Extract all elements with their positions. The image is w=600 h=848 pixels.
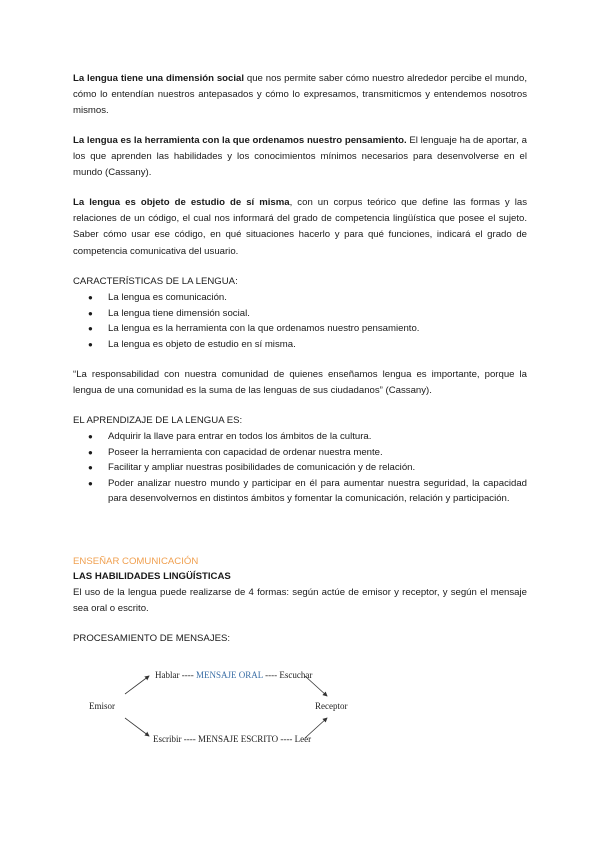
list-item: ● Facilitar y ampliar nuestras posibilidades de comunicación y de relación. bbox=[73, 460, 527, 476]
paragraph-object-of-study bbox=[73, 195, 527, 260]
quote-cassany: “La responsabilidad con nuestra comunidad de quienes enseñamos lengua es importante, porque la lengua de una comunidad es la suma de las lenguas de sus ciudadanos” (Cassany). bbox=[73, 369, 527, 397]
paragraph-social-dimension bbox=[73, 71, 527, 120]
arrow-emisor-escribir bbox=[125, 718, 149, 736]
list-item: ● Adquirir la llave para entrar en todos los ámbitos de la cultura. bbox=[73, 429, 527, 445]
message-processing-diagram bbox=[73, 652, 527, 762]
arrow-emisor-hablar bbox=[125, 676, 149, 694]
aprendizaje-heading: EL APRENDIZAJE DE LA LENGUA ES: bbox=[73, 415, 243, 426]
paragraph-text: que nos permite saber cómo nuestro alrededor percibe el mundo, cómo lo entendían nuestros antepasados y cómo lo expresamos, transmiticmos y entendemos nosotros mismos. bbox=[73, 73, 528, 117]
paragraph-bold-lead: La lengua es objeto de estudio de sí misma bbox=[73, 197, 290, 208]
dashes: ---- bbox=[265, 670, 278, 680]
bullet-icon: ● bbox=[88, 293, 93, 302]
list-item: ● Poder analizar nuestro mundo y participar en él para aumentar nuestra seguridad, la capacidad para desenvolvernos en distintos ámbitos y fomentar la comunicación, relación y participación. bbox=[88, 477, 527, 504]
caracteristicas-heading: CARACTERÍSTICAS DE LA LENGUA: bbox=[73, 276, 238, 287]
dashes: ---- bbox=[183, 734, 196, 744]
bullet-icon: ● bbox=[88, 324, 93, 333]
subsection-title: LAS HABILIDADES LINGÜÍSTICAS bbox=[73, 571, 231, 582]
list-item: ● La lengua es la herramienta con la que ordenamos nuestro pensamiento. bbox=[73, 321, 527, 337]
procesamiento-heading: PROCESAMIENTO DE MENSAJES: bbox=[73, 633, 231, 644]
paragraph-text: , con un corpus teórico que define las formas y las relaciones de un código, el cual nos informará del grado de competencia lingüística que posee el sujeto. Saber cómo usar ese código, en qué situaciones hacerlo y para qué funciones, indicará el grado de competencia comunicativa del usuario. bbox=[73, 197, 527, 257]
oral-row bbox=[155, 670, 312, 680]
paragraph-text: El lenguaje ha de aportar, a los que aprenden las habilidades y los conocimientos mínimos necesarios para desenvolverse en el mundo (Cassany). bbox=[73, 135, 527, 179]
caracteristicas-list bbox=[73, 290, 527, 352]
hablar-label: Hablar bbox=[155, 670, 180, 680]
escribir-label: Escribir bbox=[153, 734, 182, 744]
paragraph-bold-lead: La lengua es la herramienta con la que ordenamos nuestro pensamiento. bbox=[73, 135, 407, 146]
list-item: ● La lengua tiene dimensión social. bbox=[73, 306, 527, 322]
aprendizaje-list bbox=[73, 429, 527, 507]
list-item: ● Poseer la herramienta con capacidad de ordenar nuestra mente. bbox=[73, 445, 527, 461]
mensaje-escrito-label: MENSAJE ESCRITO bbox=[198, 734, 279, 744]
escuchar-label: Escuchar bbox=[279, 670, 313, 680]
bullet-icon: ● bbox=[88, 339, 93, 349]
list-item: ● La lengua es comunicación. bbox=[73, 290, 527, 306]
bullet-icon: ● bbox=[88, 463, 93, 472]
paragraph-bold-lead: La lengua tiene una dimensión social bbox=[73, 73, 245, 84]
emisor-label: Emisor bbox=[89, 701, 115, 711]
dashes: ---- bbox=[181, 670, 194, 680]
written-row bbox=[153, 734, 311, 744]
receptor-label: Receptor bbox=[315, 701, 348, 711]
paragraph-tool-thought bbox=[73, 133, 527, 182]
mensaje-oral-label: MENSAJE ORAL bbox=[196, 670, 263, 680]
habilidades-paragraph: El uso de la lengua puede realizarse de 4 formas: según actúe de emisor y receptor, y según el mensaje sea oral o escrito. bbox=[73, 587, 527, 615]
dashes: ---- bbox=[280, 734, 293, 744]
leer-label: Leer bbox=[294, 734, 312, 744]
bullet-icon: ● bbox=[88, 447, 93, 457]
section-title: ENSEÑAR COMUNICACIÓN bbox=[73, 556, 199, 567]
bullet-icon: ● bbox=[88, 432, 93, 441]
bullet-icon: ● bbox=[88, 308, 93, 318]
list-item: ● La lengua es objeto de estudio en sí misma. bbox=[73, 337, 527, 353]
bullet-icon: ● bbox=[88, 478, 93, 488]
